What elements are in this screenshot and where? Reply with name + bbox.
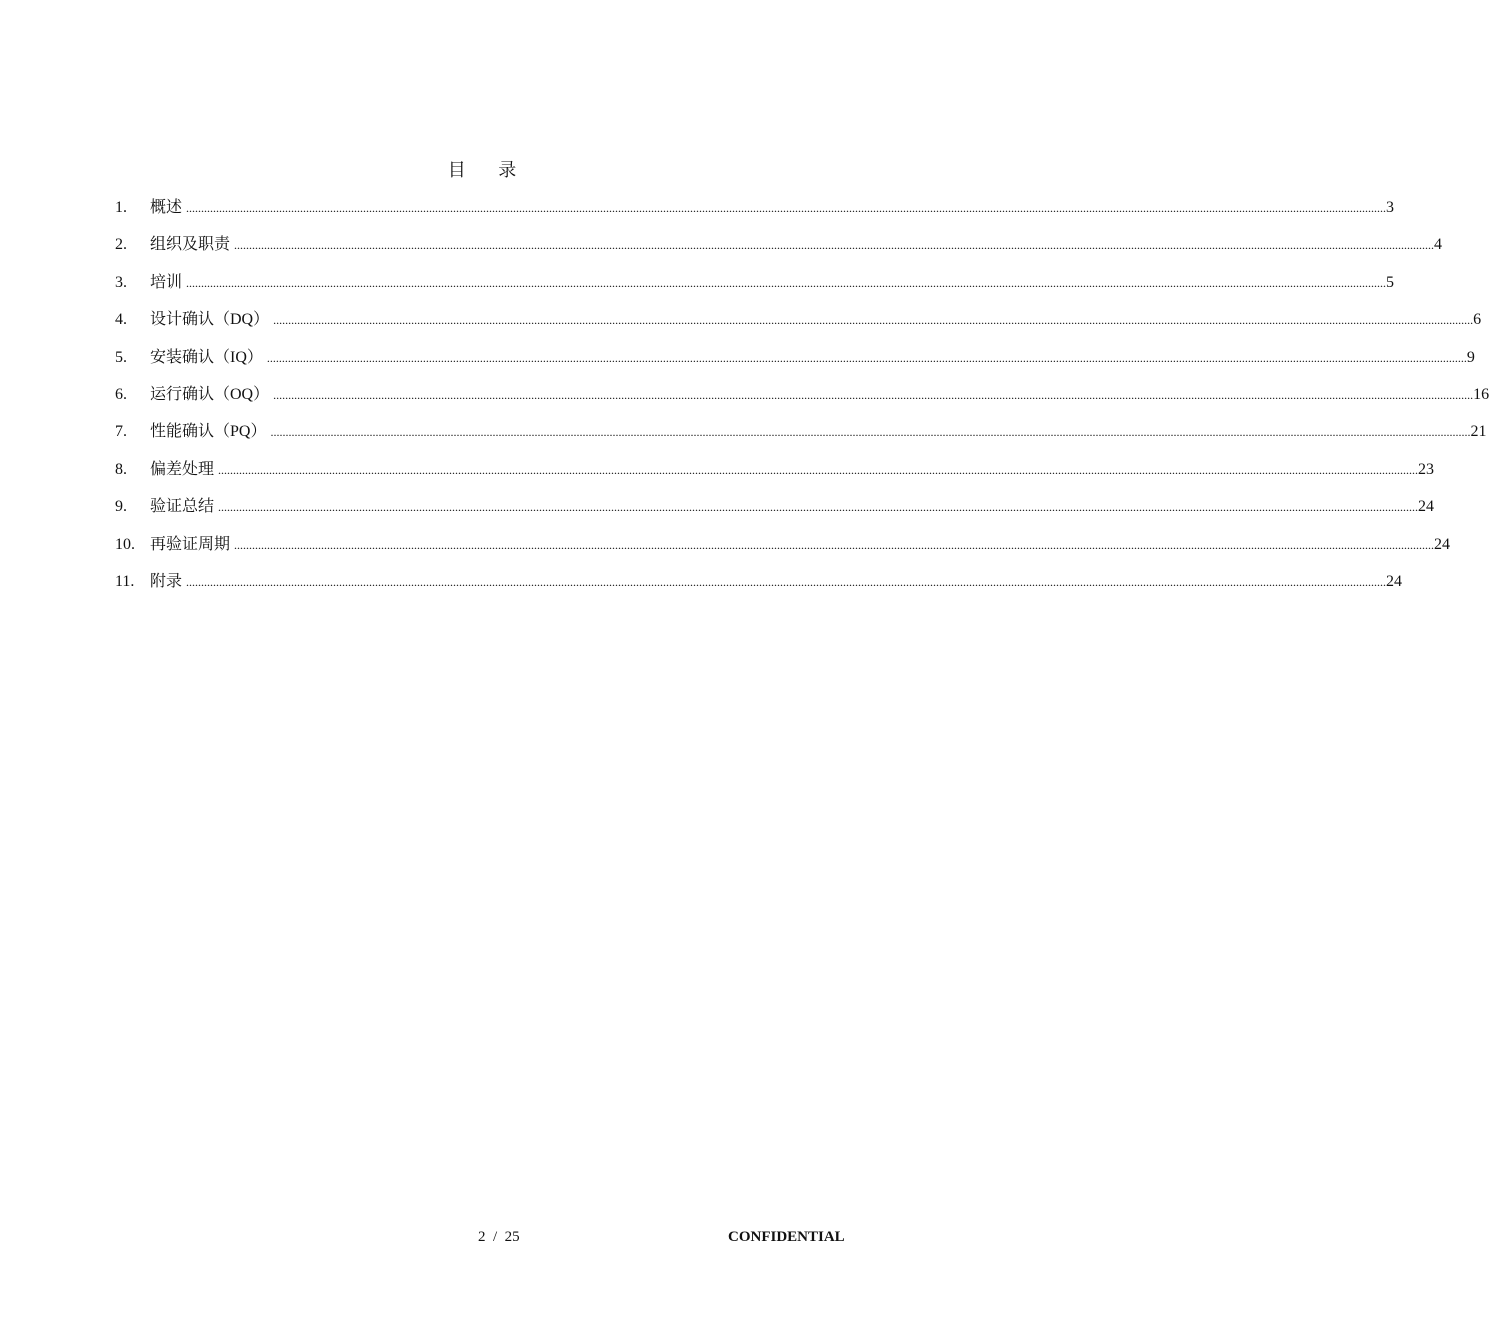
toc-entry[interactable] — [115, 495, 1435, 532]
toc-entry[interactable] — [115, 420, 1487, 457]
toc-leader-dots: ................................................................................................................................................................................................................................................................................................................................................................................................................ — [266, 350, 1467, 365]
toc-entry-number: 10. — [115, 535, 135, 553]
toc-leader-dots: ................................................................................................................................................................................................................................................................................................................................................................................................................ — [186, 275, 1387, 290]
toc-entry[interactable] — [115, 346, 1475, 383]
toc-entry-label: 概述 — [150, 199, 183, 216]
toc-entry-number: 4. — [115, 311, 127, 329]
toc-entry-label: 设计确认（DQ） — [150, 311, 270, 329]
toc-entry[interactable] — [115, 271, 1395, 308]
toc-leader-dots: ................................................................................................................................................................................................................................................................................................................................................................................................................ — [273, 387, 1474, 402]
toc-entry-page: 9 — [1466, 348, 1475, 366]
toc-entry-number: 2. — [115, 236, 127, 254]
toc-entry-number: 3. — [115, 273, 127, 291]
toc-entry-label: 运行确认（OQ） — [150, 385, 270, 403]
toc-entry-page: 23 — [1418, 460, 1435, 478]
toc-title: 目 录 — [447, 160, 531, 180]
toc-entry-label: 培训 — [150, 273, 183, 291]
toc-entry[interactable] — [115, 458, 1435, 495]
toc-entry-number: 5. — [115, 348, 127, 366]
toc-entry-number: 6. — [115, 385, 127, 403]
toc-entry[interactable] — [115, 233, 1443, 270]
toc-entry-label: 性能确认（PQ） — [150, 423, 267, 441]
toc-entry-label: 安装确认（IQ） — [150, 348, 263, 366]
toc-leader-dots: ................................................................................................................................................................................................................................................................................................................................................................................................................ — [273, 313, 1474, 328]
toc-entry-number: 8. — [115, 460, 127, 478]
toc-entry-page: 5 — [1386, 273, 1395, 291]
toc-entry-label: 组织及职责 — [150, 236, 231, 254]
toc-entry-number: 1. — [115, 199, 127, 216]
toc-leader-dots: ................................................................................................................................................................................................................................................................................................................................................................................................................ — [270, 425, 1471, 440]
toc-entry-number: 7. — [115, 423, 127, 441]
toc-leader-dots: ................................................................................................................................................................................................................................................................................................................................................................................................................ — [234, 238, 1435, 253]
toc-entry[interactable] — [115, 570, 1403, 607]
footer-page-indicator: 2 / 25 — [478, 1229, 520, 1245]
toc-leader-dots: ................................................................................................................................................................................................................................................................................................................................................................................................................ — [186, 201, 1387, 215]
toc-entry-page: 24 — [1386, 572, 1403, 590]
toc-entry-label: 附录 — [150, 572, 183, 590]
toc-entry-page: 24 — [1418, 498, 1435, 516]
toc-entry-number: 9. — [115, 498, 127, 516]
toc-leader-dots: ................................................................................................................................................................................................................................................................................................................................................................................................................ — [186, 574, 1387, 589]
toc-entry-label: 再验证周期 — [150, 535, 231, 553]
toc-entry-page: 24 — [1434, 535, 1451, 553]
toc-entry-page: 6 — [1473, 311, 1482, 329]
toc-entry[interactable] — [115, 533, 1451, 570]
toc-entry-page: 4 — [1434, 236, 1443, 254]
toc-entry[interactable] — [115, 196, 1395, 233]
toc-entry[interactable] — [115, 383, 1489, 420]
toc-entry-label: 偏差处理 — [150, 460, 215, 478]
toc-entry-page: 21 — [1470, 423, 1487, 441]
toc-leader-dots: ................................................................................................................................................................................................................................................................................................................................................................................................................ — [234, 537, 1435, 552]
toc-leader-dots: ................................................................................................................................................................................................................................................................................................................................................................................................................ — [218, 500, 1419, 515]
toc-entry-page: 3 — [1386, 199, 1395, 216]
toc-leader-dots: ................................................................................................................................................................................................................................................................................................................................................................................................................ — [218, 462, 1419, 477]
footer-confidential-label: CONFIDENTIAL — [728, 1229, 845, 1245]
toc-entry[interactable] — [115, 308, 1482, 345]
toc-entry-label: 验证总结 — [150, 498, 215, 516]
toc-entry-number: 11. — [115, 572, 135, 590]
toc-entry-page: 16 — [1473, 385, 1489, 403]
toc-list — [115, 196, 1489, 607]
